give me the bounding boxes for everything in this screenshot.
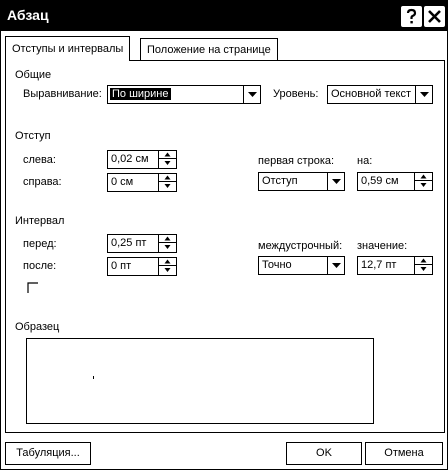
triangle-down-icon: [415, 181, 432, 190]
line-spacing-dropdown-button[interactable]: [327, 257, 344, 274]
spin-up-button[interactable]: [159, 173, 176, 182]
chevron-down-icon: [328, 173, 345, 190]
level-select[interactable]: [327, 85, 433, 104]
spacing-after-spinner[interactable]: [158, 257, 176, 276]
line-spacing-label: междустрочный:: [258, 240, 343, 252]
alignment-value: По ширине: [112, 88, 169, 100]
at-value: 12,7 пт: [361, 259, 397, 271]
first-line-label: первая строка:: [258, 155, 335, 167]
tabs-button[interactable]: [5, 442, 91, 465]
level-dropdown-button[interactable]: [415, 86, 432, 103]
spacing-heading: Интервал: [15, 215, 65, 227]
checkbox[interactable]: [27, 282, 39, 294]
preview-heading: Образец: [15, 321, 60, 333]
triangle-up-icon: [415, 256, 432, 265]
level-label: Уровень:: [273, 88, 319, 100]
at-spinner[interactable]: [414, 256, 432, 275]
first-line-select[interactable]: [258, 172, 345, 191]
spin-down-button[interactable]: [159, 182, 176, 191]
cancel-button-label: Отмена: [384, 447, 424, 459]
spin-down-button[interactable]: [159, 243, 176, 252]
at-input[interactable]: [357, 256, 433, 275]
spin-down-button[interactable]: [415, 265, 432, 274]
tab-indents-spacing-label: Отступы и интервалы: [12, 43, 124, 55]
indent-right-spinner[interactable]: [158, 173, 176, 192]
indent-left-spinner[interactable]: [158, 150, 176, 169]
checkbox-corner-icon: [27, 282, 39, 294]
triangle-up-icon: [159, 173, 176, 182]
spin-up-button[interactable]: [415, 256, 432, 265]
title-bar[interactable]: [1, 1, 447, 31]
spacing-after-label: после:: [23, 260, 57, 272]
spacing-after-input[interactable]: [107, 257, 177, 276]
spacing-before-input[interactable]: [107, 234, 177, 253]
alignment-label: Выравнивание:: [23, 88, 102, 100]
indent-right-input[interactable]: [107, 173, 177, 192]
at-label: значение:: [357, 240, 408, 252]
spacing-before-spinner[interactable]: [158, 234, 176, 253]
triangle-up-icon: [159, 257, 176, 266]
alignment-select[interactable]: [107, 85, 261, 104]
ok-button[interactable]: [286, 442, 362, 465]
spin-up-button[interactable]: [415, 172, 432, 181]
triangle-up-icon: [159, 234, 176, 243]
alignment-dropdown-button[interactable]: [243, 86, 260, 103]
indent-heading: Отступ: [15, 130, 51, 142]
indent-left-input[interactable]: [107, 150, 177, 169]
spacing-before-value: 0,25 пт: [111, 237, 147, 249]
chevron-down-icon: [416, 86, 433, 103]
line-spacing-value: Точно: [262, 259, 292, 271]
spin-down-button[interactable]: [159, 159, 176, 168]
spin-up-button[interactable]: [159, 150, 176, 159]
close-button[interactable]: [424, 6, 445, 27]
tab-indents-spacing[interactable]: [5, 36, 130, 61]
indent-right-value: 0 см: [111, 176, 134, 188]
triangle-up-icon: [159, 150, 176, 159]
help-icon: [402, 7, 421, 26]
close-icon: [425, 7, 444, 26]
triangle-down-icon: [159, 182, 176, 191]
spacing-after-value: 0 пт: [111, 260, 132, 272]
dialog-title: Абзац: [7, 7, 49, 23]
spacing-before-label: перед:: [23, 238, 57, 250]
triangle-up-icon: [415, 172, 432, 181]
line-spacing-select[interactable]: [258, 256, 345, 275]
spin-up-button[interactable]: [159, 234, 176, 243]
by-label: на:: [357, 155, 373, 167]
spin-up-button[interactable]: [159, 257, 176, 266]
indent-left-label: слева:: [23, 154, 56, 166]
triangle-down-icon: [159, 159, 176, 168]
tab-line-page-breaks-label: Положение на странице: [147, 44, 271, 56]
indent-left-value: 0,02 см: [111, 153, 149, 165]
level-value: Основной текст: [331, 88, 411, 100]
triangle-down-icon: [415, 265, 432, 274]
general-heading: Общие: [15, 69, 52, 81]
triangle-down-icon: [159, 266, 176, 275]
first-line-value: Отступ: [262, 175, 298, 187]
first-line-dropdown-button[interactable]: [327, 173, 344, 190]
spin-down-button[interactable]: [415, 181, 432, 190]
chevron-down-icon: [328, 257, 345, 274]
tab-line-page-breaks[interactable]: [140, 38, 278, 61]
by-input[interactable]: [357, 172, 433, 191]
spin-down-button[interactable]: [159, 266, 176, 275]
help-button[interactable]: [401, 6, 422, 27]
by-spinner[interactable]: [414, 172, 432, 191]
triangle-down-icon: [159, 243, 176, 252]
cancel-button[interactable]: [365, 442, 443, 465]
by-value: 0,59 см: [361, 175, 399, 187]
ok-button-label: OK: [316, 447, 332, 459]
tabs-button-label: Табуляция...: [16, 447, 80, 459]
preview-box: [26, 338, 374, 424]
preview-marker: [93, 376, 94, 379]
indent-right-label: справа:: [23, 176, 62, 188]
chevron-down-icon: [244, 86, 261, 103]
